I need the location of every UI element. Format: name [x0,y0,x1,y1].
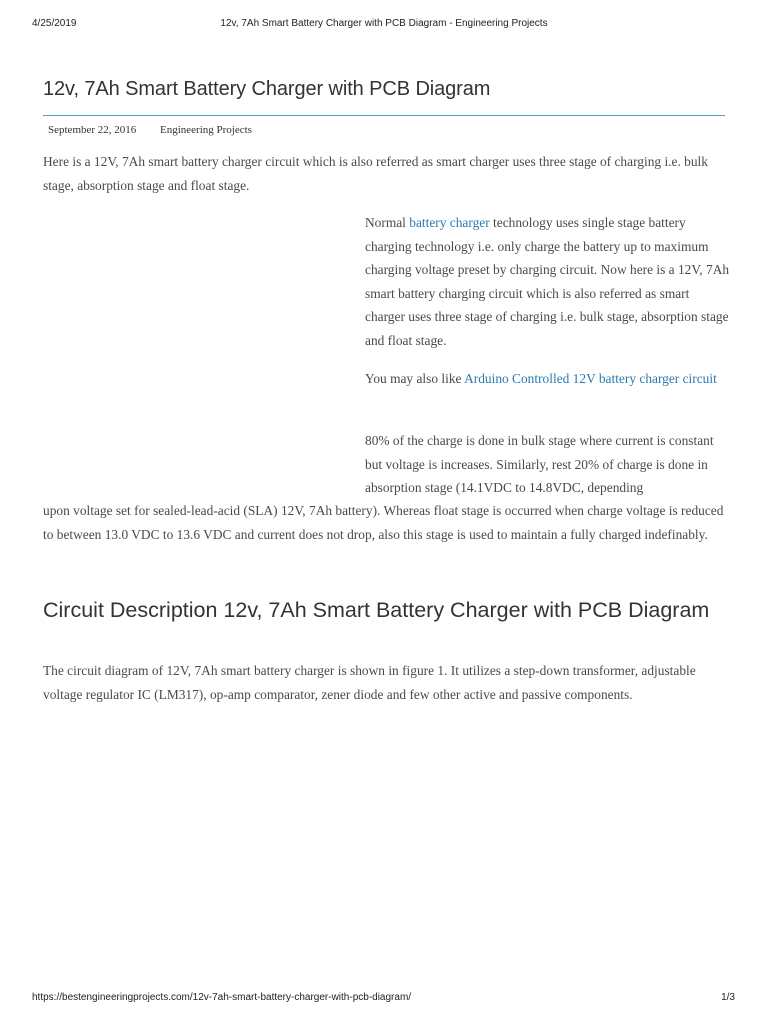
p2-text-after: technology uses single stage battery charging technology i.e. only charge the battery up to maximum charging voltage preset by charging circuit. Now here is a 12V, 7Ah smart battery charging circuit which is also referred as smart charger uses three stage of charging i.e. bulk stage, absorption stage and float stage. [365,215,730,348]
article-title: 12v, 7Ah Smart Battery Charger with PCB Diagram [43,78,491,100]
post-category[interactable]: Engineering Projects [160,124,252,136]
p2-text-before: Normal [365,215,410,230]
print-page-title: 12v, 7Ah Smart Battery Charger with PCB Diagram - Engineering Projects [220,18,548,29]
section-paragraph: The circuit diagram of 12V, 7Ah smart battery charger is shown in figure 1. It utilizes a step-down transformer, adjustable voltage regulator IC (LM317), op-amp comparator, zener diode and few other active and passive components. [43,663,696,702]
post-date: September 22, 2016 [48,124,137,136]
paragraph-bulk-stage: 80% of the charge is done in bulk stage where current is constant but voltage is increases. Similarly, rest 20% of charge is done in absorption stage (14.1VDC to 14.8VDC, depending [365,433,714,495]
print-header [0,18,768,32]
arduino-charger-link[interactable]: Arduino Controlled 12V battery charger circuit [464,371,717,386]
p3-text-before: You may also like [365,371,465,386]
section-heading: Circuit Description 12v, 7Ah Smart Battery Charger with PCB Diagram [43,598,710,622]
paragraph-charging-technology [365,211,730,352]
battery-charger-link[interactable]: battery charger [409,215,490,230]
article-meta [48,124,252,136]
print-page-number: 1/3 [721,992,735,1003]
paragraph-related [365,367,730,391]
title-divider [43,115,725,116]
print-footer [0,992,768,1006]
intro-paragraph: Here is a 12V, 7Ah smart battery charger circuit which is also referred as smart charger uses three stage of charging i.e. bulk stage, absorption stage and float stage. [43,154,708,193]
print-date: 4/25/2019 [32,18,77,29]
paragraph-float-stage: upon voltage set for sealed-lead-acid (SLA) 12V, 7Ah battery). Whereas float stage is occurred when charge voltage is reduced to between 13.0 VDC to 13.6 VDC and current does not drop, also this stage is used to maintain a fully charged indefinably. [43,503,724,542]
print-url: https://bestengineeringprojects.com/12v-7ah-smart-battery-charger-with-pcb-diagram/ [32,992,412,1003]
